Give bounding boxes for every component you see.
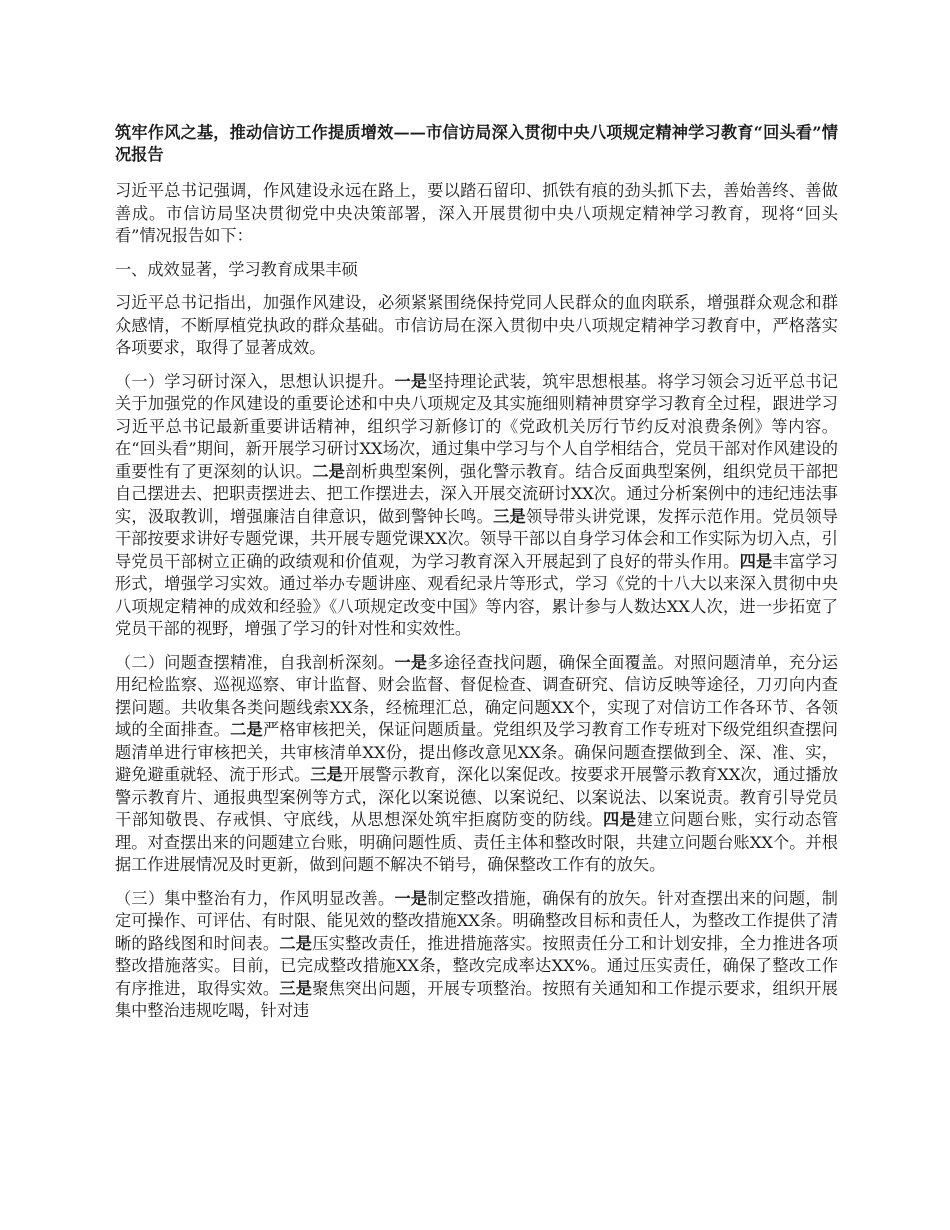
keyword-third: 三是 [279,978,313,998]
paragraph-text: 剖析典型案例，强化警示教育。结合反面典型案例，组织党员干部把自己摆进去、把职责摆进去、把工作摆进去，深入开展交流研讨XX次。通过分析案例中的违纪违法事实，汲取教训，增强廉洁自律意识，做到警钟长鸣。 [115,461,838,526]
keyword-second: 二是 [230,720,263,739]
paragraph-text: 多途径查找问题，确保全面覆盖。对照问题清单，充分运用纪检监察、巡视巡察、审计监督、财会监督、督促检查、调查研究、信访反映等途径，刀刃向内查摆问题。共收集各类问题线索XX条，经梳理汇总，确定问题XX个，实现了对信访工作各环节、各领域的全面排查。 [115,652,838,739]
keyword-first: 一是 [394,652,428,672]
paragraph-text: 开展警示教育，深化以案促改。按要求开展警示教育XX次，通过播放警示教育片、通报典型案例等方式，深化以案说德、以案说纪、以案说法、以案说责。教育引导党员干部知敬畏、存戒惧、守底线，从思想深处筑牢拒腐防变的防线。 [115,765,839,829]
paragraph-lead: （一）学习研讨深入，思想认识提升。 [115,371,395,391]
keyword-third: 三是 [310,765,343,784]
paragraph-lead: （二）问题查摆精准，自我剖析深刻。 [115,652,395,672]
keyword-fourth: 四是 [739,551,773,571]
intro-paragraph: 习近平总书记强调，作风建设永远在路上，要以踏石留印、抓铁有痕的劲头抓下去，善始善终、善做善成。市信访局坚决贯彻党中央决策部署，深入开展贯彻中央八项规定精神学习教育，现将“回头看”情况报告如下： [115,181,838,245]
paragraph-rectification [115,888,838,1023]
paragraph-text: 坚持理论武装，筑牢思想根基。将学习领会习近平总书记关于加强党的作风建设的重要论述和中央八项规定及其实施细则精神贯穿学习教育全过程，跟进学习习近平总书记最新重要讲话精神，组织学习新修订的《党政机关厉行节约反对浪费条例》等内容。在“回头看”期间，新开展学习研讨XX场次，通过集中学习与个人自学相结合，党员干部对作风建设的重要性有了更深刻的认识。 [115,371,838,481]
paragraph-text: 压实整改责任，推进措施落实。按照责任分工和计划安排，全力推进各项整改措施落实。目前，已完成整改措施XX条，整改完成率达XX%。通过压实责任，确保了整改工作有序推进，取得实效。 [115,933,838,998]
paragraph-text: 领导带头讲党课，发挥示范作用。党员领导干部按要求讲好专题党课，共开展专题党课XX次。领导干部以自身学习体会和工作实际为切入点，引导党员干部树立正确的政绩观和价值观，为学习教育深入开展起到了良好的带头作用。 [115,506,838,571]
paragraph-text: 严格审核把关，保证问题质量。党组织及学习教育工作专班对下级党组织查摆问题清单进行审核把关，共审核清单XX份，提出修改意见XX条。确保问题查摆做到全、深、准、实，避免避重就轻、流于形式。 [115,720,838,784]
paragraph-text: 制定整改措施，确保有的放矢。针对查摆出来的问题，制定可操作、可评估、有时限、能见效的整改措施XX条。明确整改目标和责任人，为整改工作提供了清晰的路线图和时间表。 [115,888,838,953]
section-heading: 一、成效显著，学习教育成果丰硕 [115,259,358,279]
keyword-third: 三是 [493,506,526,526]
paragraph-text: 聚焦突出问题，开展专项整治。按照有关通知和工作提示要求，组织开展集中整治违规吃喝，针对违 [115,978,838,1020]
document-page [115,122,838,1034]
paragraph-lead: （三）集中整治有力，作风明显改善。 [115,888,395,908]
keyword-fourth: 四是 [603,810,637,829]
keyword-first: 一是 [394,888,428,908]
keyword-first: 一是 [394,371,428,391]
paragraph-study [115,371,838,641]
paragraph-problems [115,652,838,877]
paragraph-text: 建立问题台账，实行动态管理。对查摆出来的问题建立台账，明确问题性质、责任主体和整改时限，共建立问题台账XX个。并根据工作进展情况及时更新，做到问题不解决不销号，确保整改工作有的放矢。 [115,810,839,874]
keyword-second: 二是 [279,933,313,953]
keyword-second: 二是 [312,461,346,481]
document-title: 筑牢作风之基，推动信访工作提质增效——市信访局深入贯彻中央八项规定精神学习教育“回头看”情况报告 [115,123,838,164]
paragraph-text: 丰富学习形式，增强学习实效。通过举办专题讲座、观看纪录片等形式，学习《党的十八大以来深入贯彻中央八项规定精神的成效和经验》《八项规定改变中国》等内容，累计参与人数达XX人次，进一步拓宽了党员干部的视野，增强了学习的针对性和实效性。 [115,551,838,638]
section-intro-paragraph: 习近平总书记指出，加强作风建设，必须紧紧围绕保持党同人民群众的血肉联系，增强群众观念和群众感情，不断厚植党执政的群众基础。市信访局在深入贯彻中央八项规定精神学习教育中，严格落实各项要求，取得了显著成效。 [115,293,838,357]
